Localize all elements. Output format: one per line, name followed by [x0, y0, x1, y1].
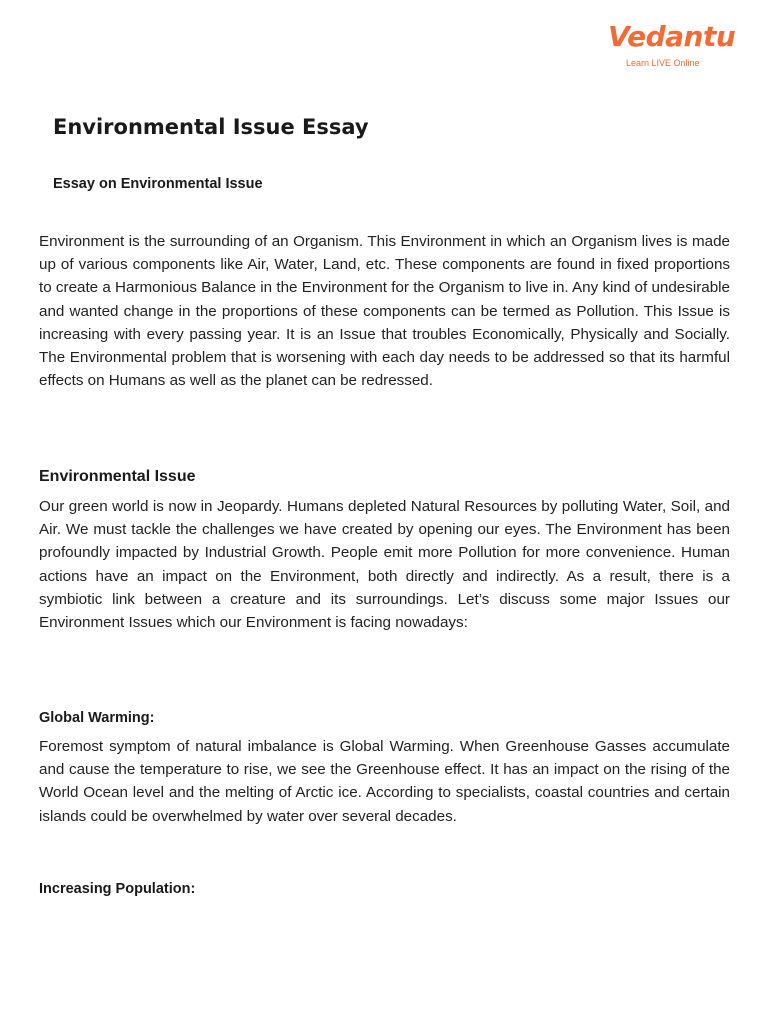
section-heading-global-warming: Global Warming: — [39, 710, 155, 726]
vedantu-logo — [608, 20, 736, 72]
logo-wordmark: Vedantu — [608, 20, 736, 53]
section-body-global-warming: Foremost symptom of natural imbalance is Global Warming. When Greenhouse Gasses accumulate and cause the temperature to rise, we see the Greenhouse effect. It has an impact on the rising of the World Ocean level and the melting of Arctic ice. According to specialists, coastal countries and certain islands could be overwhelmed by water over several decades. — [39, 738, 730, 825]
intro-paragraph: Environment is the surrounding of an Organism. This Environment in which an Organism lives is made up of various components like Air, Water, Land, etc. These components are found in fixed proportions to create a Harmonious Balance in the Environment for the Organism to live in. Any kind of undesirable and wanted change in the proportions of these components can be termed as Pollution. This Issue is increasing with every passing year. It is an Issue that troubles Economically, Physically and Socially. The Environmental problem that is worsening with each day needs to be addressed so that its harmful effects on Humans as well as the planet can be redressed. — [39, 233, 730, 390]
section-heading-environmental-issue: Environmental Issue — [39, 468, 196, 485]
logo-tagline: Learn LIVE Online — [626, 58, 700, 68]
section-body-environmental-issue: Our green world is now in Jeopardy. Humans depleted Natural Resources by polluting Water, Soil, and Air. We must tackle the challenges we have created by opening our eyes. The Environment has been profoundly impacted by Industrial Growth. People emit more Pollution for more convenience. Human actions have an impact on the Environment, both directly and indirectly. As a result, there is a symbiotic link between a creature and its surroundings. Let’s discuss some major Issues our Environment Issues which our Environment is facing nowadays: — [39, 498, 730, 632]
page-title: Environmental Issue Essay — [53, 115, 369, 139]
essay-subtitle: Essay on Environmental Issue — [53, 176, 263, 192]
section-heading-increasing-population: Increasing Population: — [39, 881, 196, 897]
